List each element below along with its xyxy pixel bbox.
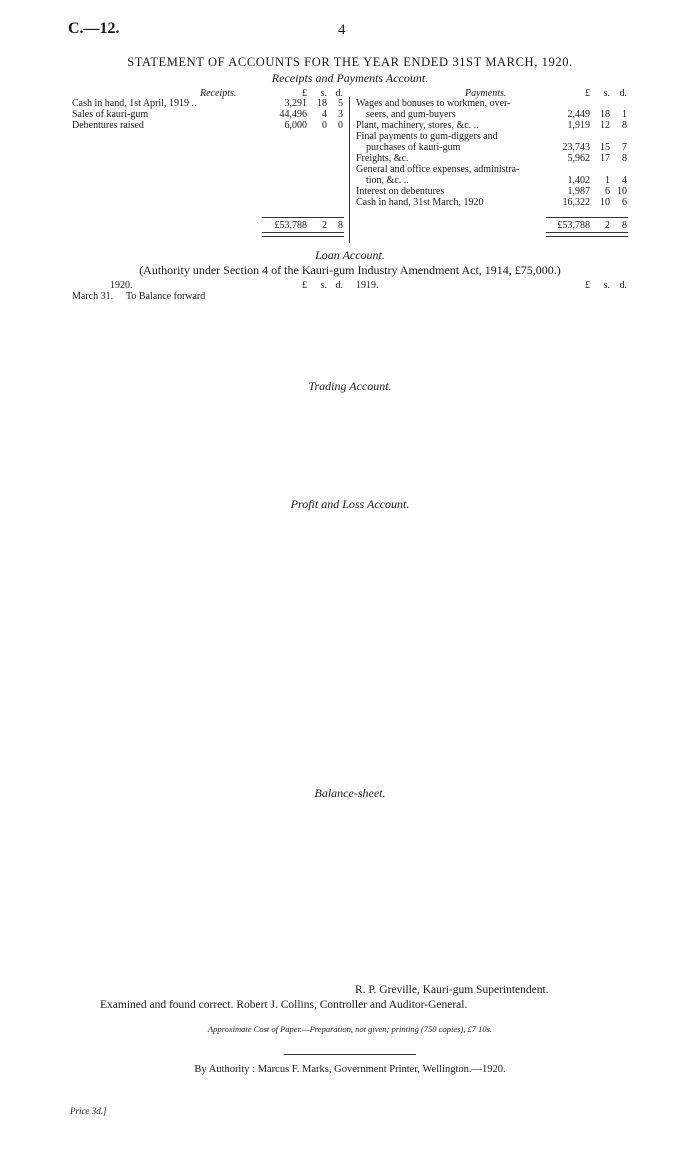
rp-right-total-pence: 8 (622, 220, 627, 231)
rp-right-total-pounds: £53,788 (557, 220, 590, 231)
rp-left-pence: 5 (338, 98, 343, 109)
rp-left-total-pence: 8 (338, 220, 343, 231)
loan-left-cur-d: d. (335, 280, 343, 291)
loan-left-date: March 31. (72, 291, 114, 302)
rp-right-pounds: 1,919 (567, 120, 590, 131)
cost-note: Approximate Cost of Paper.—Preparation, not given; printing (750 copies), £7 10s. (207, 1024, 493, 1034)
footer-rule (284, 1054, 416, 1055)
rp-right-pounds: 2,449 (567, 109, 590, 120)
rp-right-shillings: 15 (600, 142, 610, 153)
rp-right-cur-d: d. (619, 88, 627, 99)
receipts-head: Receipts. (200, 88, 237, 99)
rp-right-pence: 8 (622, 153, 627, 164)
loan-left-label: To Balance forward (126, 291, 206, 302)
rp-right-pounds: 16,322 (562, 197, 590, 208)
rp-right-pence: 10 (617, 186, 627, 197)
rp-left-label: Debentures raised (72, 120, 144, 131)
price: Price 3d.] (70, 1106, 107, 1116)
rp-right-shillings: 1 (605, 175, 610, 186)
rp-right-pence: 8 (622, 120, 627, 131)
rp-right-shillings: 17 (600, 153, 610, 164)
rp-right-total-rule (546, 217, 628, 218)
loan-right-cur-s: s. (603, 280, 610, 291)
rp-right-shillings: 18 (600, 109, 610, 120)
rp-divider (349, 97, 350, 243)
rp-right-pence: 6 (622, 197, 627, 208)
balance-sheet-title: Balance-sheet. (314, 786, 386, 800)
rp-left-pounds: 6,000 (284, 120, 307, 131)
rp-left-pence: 3 (338, 109, 343, 120)
rp-right-pounds: 1,987 (567, 186, 590, 197)
rp-right-pence: 7 (622, 142, 627, 153)
report-code: C.—12. (68, 20, 120, 37)
rp-right-total-shillings: 2 (605, 220, 610, 231)
rp-right-cur-l: £ (585, 88, 590, 99)
loan-right-cur-l: £ (585, 280, 590, 291)
rp-left-pence: 0 (338, 120, 343, 131)
loan-account-title: Loan Account. (315, 248, 385, 262)
rp-right-label: purchases of kauri-gum (366, 142, 461, 153)
rp-left-pounds: 3,291 (284, 98, 307, 109)
rp-left-shillings: 4 (322, 109, 327, 120)
rp-left-label: Cash in hand, 1st April, 1919 .. (72, 98, 197, 109)
auditor-examination: Examined and found correct. Robert J. Collins, Controller and Auditor-General. (100, 999, 468, 1011)
rp-right-shillings: 12 (600, 120, 610, 131)
rp-left-pounds: 44,496 (279, 109, 307, 120)
superintendent-signature: R. P. Greville, Kauri-gum Superintendent. (355, 984, 549, 996)
rp-right-label: General and office expenses, administra- (356, 164, 520, 175)
rp-right-label: seers, and gum-buyers (366, 109, 456, 120)
rp-right-pounds: 1,402 (567, 175, 590, 186)
rp-left-total-shillings: 2 (322, 220, 327, 231)
profit-loss-title: Profit and Loss Account. (290, 497, 410, 511)
rp-left-double-rule (262, 232, 344, 237)
rp-right-label: Plant, machinery, stores, &c. .. (356, 120, 479, 131)
rp-right-label: Freights, &c. (356, 153, 409, 164)
rp-left-total-rule (262, 217, 344, 218)
rp-right-shillings: 6 (605, 186, 610, 197)
loan-right-cur-d: d. (619, 280, 627, 291)
rp-right-double-rule (546, 232, 628, 237)
loan-authority: (Authority under Section 4 of the Kauri-gum Industry Amendment Act, 1914, £75,000.) (139, 263, 561, 277)
rp-right-pence: 1 (622, 109, 627, 120)
rp-left-shillings: 0 (322, 120, 327, 131)
page-number: 4 (338, 22, 346, 38)
rp-left-total-pounds: £53,788 (274, 220, 307, 231)
rp-right-shillings: 10 (600, 197, 610, 208)
rp-left-cur-s: s. (320, 88, 327, 99)
trading-account-title: Trading Account. (308, 379, 392, 393)
rp-left-cur-d: d. (335, 88, 343, 99)
loan-left-cur-s: s. (320, 280, 327, 291)
rp-left-cur-l: £ (302, 88, 307, 99)
rp-right-label: Wages and bonuses to workmen, over- (356, 98, 511, 109)
rp-right-pounds: 23,743 (562, 142, 590, 153)
payments-head: Payments. (465, 88, 507, 99)
rp-left-shillings: 18 (317, 98, 327, 109)
rp-right-label: Interest on debentures (356, 186, 445, 197)
rp-right-label: Cash in hand, 31st March, 1920 (356, 197, 484, 208)
loan-left-year: 1920. (110, 280, 133, 291)
loan-left-cur-l: £ (302, 280, 307, 291)
rp-right-pounds: 5,962 (567, 153, 590, 164)
rp-right-label: tion, &c. .. (366, 175, 409, 186)
rp-left-label: Sales of kauri-gum (72, 109, 149, 120)
rp-right-label: Final payments to gum-diggers and (356, 131, 498, 142)
statement-title: STATEMENT OF ACCOUNTS FOR THE YEAR ENDED 31ST MARCH, 1920. (127, 55, 573, 69)
receipts-payments-title: Receipts and Payments Account. (271, 71, 429, 85)
printer-authority: By Authority : Marcus F. Marks, Government Printer, Wellington.—1920. (194, 1064, 506, 1075)
rp-right-cur-s: s. (603, 88, 610, 99)
rp-right-pence: 4 (622, 175, 627, 186)
loan-right-year1: 1919. (356, 280, 379, 291)
